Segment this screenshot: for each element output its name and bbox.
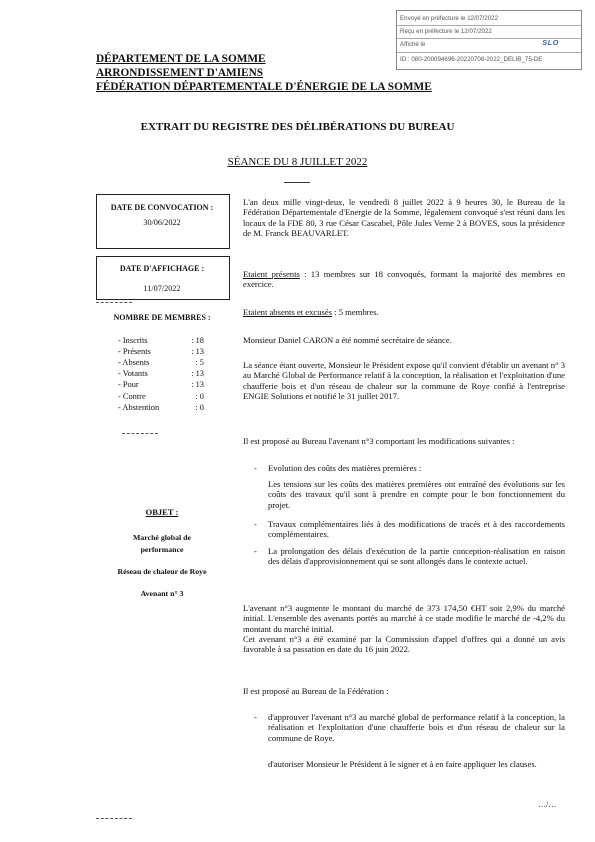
membre-label: - Inscrits: [118, 336, 148, 345]
divider: [96, 302, 132, 303]
header-federation: FÉDÉRATION DÉPARTEMENTALE D'ÉNERGIE DE LA SOMME: [96, 81, 432, 93]
membre-label: - Votants: [118, 369, 148, 378]
membre-value: : 13: [191, 369, 204, 378]
stamp-id-line: ID : 080-200094696-20220708-2022_DELIB_75-DE: [400, 56, 543, 63]
objet-line-1: Marché global de: [133, 533, 191, 542]
membre-row: [118, 336, 204, 345]
membre-row: [118, 369, 204, 378]
membre-value: : 13: [191, 347, 204, 356]
commission-paragraph: Cet avenant n°3 a été examiné par la Commission d'appel d'offres qui a donné un avis favorable à sa passation en date du 16 juin 2022.: [243, 634, 565, 655]
decision1-text: d'approuver l'avenant n°3 au marché global de performance relatif à la conception, la réalisation et l'exploitation d'une chaufferie bois et d'un réseau de chaleur sur la commune de Roye.: [268, 712, 565, 743]
membre-value: : 5: [195, 358, 204, 367]
affichage-date: 11/07/2022: [143, 284, 181, 293]
membre-label: - Contre: [118, 392, 146, 401]
intro-paragraph: L'an deux mille vingt-deux, le vendredi 8 juillet 2022 à 9 heures 30, le Bureau de la Fédération Départementale d'Energie de la Somme, légalement convoqué s'est réuni dans les locaux de la FDE 80, 3 rue César Cascabel, Pôle Jules Verne 2 à BOVES, sous la présidence de M. Franck BEAUVARLET.: [243, 197, 565, 238]
membre-value: : 0: [195, 403, 204, 412]
objet-line-3: Réseau de chaleur de Roye: [117, 567, 207, 576]
objet-line-4: Avenant n° 3: [140, 589, 184, 598]
bullet1-text: Les tensions sur les coûts des matières premières ont entraîné des évolutions sur les coûts des travaux qu'il sont à prendre en compte pour le bon fonctionnement du projet.: [268, 479, 565, 510]
document-title: EXTRAIT DU REGISTRE DES DÉLIBÉRATIONS DU BUREAU: [140, 121, 455, 133]
convocation-label: DATE DE CONVOCATION :: [110, 203, 214, 212]
bullet-dash: -: [254, 712, 257, 722]
affichage-box: [96, 256, 230, 300]
affichage-label: DATE D'AFFICHAGE :: [119, 264, 205, 273]
presents-text: : 13 membres sur 18 convoqués, formant la majorité des membres en exercice.: [243, 269, 566, 290]
membre-row: [118, 347, 204, 356]
membre-label: - Abstention: [118, 403, 160, 412]
bullet1-title: Evolution des coûts des matières premières :: [268, 463, 422, 473]
stamp-posted-line: Affiché le: [400, 41, 426, 48]
divider: [96, 818, 132, 819]
membre-row: [118, 403, 204, 412]
membre-row: [118, 380, 204, 389]
title-divider: [284, 182, 310, 183]
absents-label: Etaient absents et excusés: [243, 307, 333, 317]
page-continuation: …/…: [538, 800, 557, 809]
slo-logo: SLO: [542, 38, 559, 47]
membre-label: - Absents: [118, 358, 150, 367]
bullet2-text: Travaux complémentaires liés à des modifications de tracés et à des raccordements complémentaires.: [268, 519, 565, 540]
objet-line-2: performance: [140, 545, 184, 554]
bullet-dash: -: [254, 546, 257, 556]
stamp-received-line: Reçu en préfecture le 12/07/2022: [400, 28, 492, 35]
bullet3-text: La prolongation des délais d'exécution de la partie conception-réalisation en raison des délais d'approvisionnement qui se sont allongés dans le contexte actuel.: [268, 546, 565, 567]
membre-label: - Présents: [118, 347, 151, 356]
membre-row: [118, 392, 204, 401]
prefecture-stamp: [396, 10, 582, 70]
presents-paragraph: [243, 269, 565, 290]
seance-ouverte-paragraph: La séance étant ouverte, Monsieur le Président expose qu'il convient d'établir un avenant n° 3 au Marché Global de Performance relatif à la conception, la réalisation et l'exploitation d'une chaufferie bois et d'un réseau de chaleur sur la commune de Roye confié à l'entreprise ENGIE Solutions et notifié le 31 juillet 2017.: [243, 360, 565, 401]
propose-federation-paragraph: Il est proposé au Bureau de la Fédération :: [243, 686, 389, 696]
absents-paragraph: [243, 307, 565, 317]
header-department: DÉPARTEMENT DE LA SOMME: [96, 53, 266, 65]
membre-value: : 13: [191, 380, 204, 389]
membre-row: [118, 358, 204, 367]
divider: [122, 433, 158, 434]
membre-value: : 0: [195, 392, 204, 401]
stamp-sent-line: Envoyé en préfecture le 12/07/2022: [400, 15, 499, 22]
decision2-text: d'autoriser Monsieur le Président à le signer et à en faire appliquer les clauses.: [268, 759, 537, 769]
presents-label: Etaient présents: [243, 269, 300, 279]
bullet-dash: -: [254, 463, 257, 473]
secretaire-paragraph: Monsieur Daniel CARON a été nommé secrétaire de séance.: [243, 335, 452, 345]
seance-date: SÉANCE DU 8 JUILLET 2022: [227, 156, 368, 168]
propose-paragraph: Il est proposé au Bureau l'avenant n°3 comportant les modifications suivantes :: [243, 436, 515, 446]
bullet-dash: -: [254, 519, 257, 529]
montant-paragraph: L'avenant n°3 augmente le montant du marché de 373 174,50 €HT soit 2,9% du marché initial. L'ensemble des avenants portés au marché à ce stade modifie le marché de -4,2% du montant du marché initial.: [243, 603, 565, 634]
membres-label: NOMBRE DE MEMBRES :: [113, 313, 211, 322]
objet-label: OBJET :: [145, 507, 179, 517]
membre-label: - Pour: [118, 380, 139, 389]
membre-value: : 18: [191, 336, 204, 345]
header-arrondissement: ARRONDISSEMENT D'AMIENS: [96, 67, 264, 79]
convocation-date: 30/06/2022: [143, 218, 181, 227]
absents-text: : 5 membres.: [332, 307, 379, 317]
